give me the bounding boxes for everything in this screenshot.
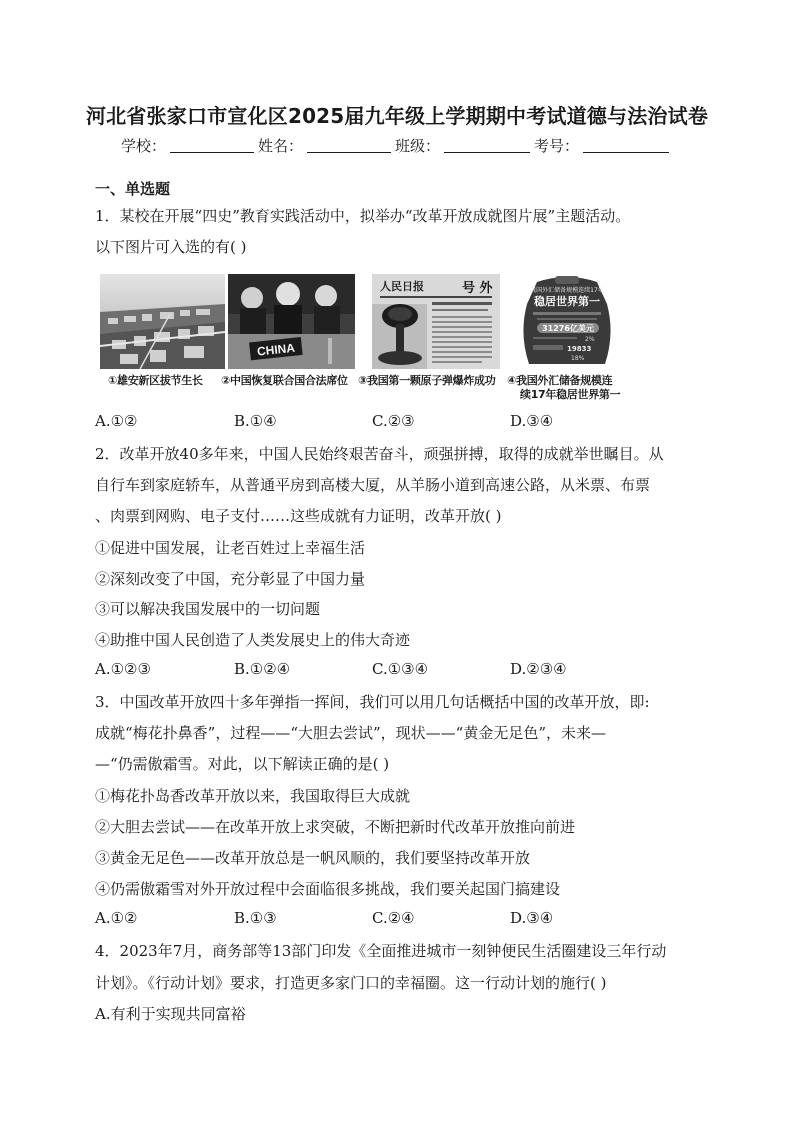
q1-picture-row (100, 274, 700, 404)
infographic-total-value: 31276亿美元 (542, 324, 594, 333)
newspaper-extra-label: 号 外 (462, 281, 493, 296)
caption-4-line-2: 续17年稳居世界第一 (520, 388, 621, 401)
infographic-stat-3: 18% (571, 355, 585, 362)
caption-3: ③我国第一颗原子弹爆炸成功 (358, 374, 496, 387)
q2-option-b[interactable]: B.①②④ (234, 660, 291, 678)
number-blank[interactable] (583, 151, 669, 153)
class-field (395, 135, 534, 156)
q2-stem-line-3: 、肉票到网购、电子支付……这些成就有力证明，改革开放( ) (95, 507, 502, 525)
q3-item-2: ②大胆去尝试——在改革开放上求突破，不断把新时代改革开放推向前进 (95, 818, 576, 836)
q2-stem-line-2: 自行车到家庭轿车，从普通平房到高楼大厦，从羊肠小道到高速公路，从米票、布票 (95, 476, 651, 494)
newspaper-image (372, 274, 500, 369)
infographic-stat-2: 19833 (567, 345, 592, 353)
number-field (534, 135, 673, 156)
caption-4-line-1: ④我国外汇储备规模连 (507, 374, 613, 387)
q3-item-1: ①梅花扑岛香改革开放以来，我国取得巨大成就 (95, 787, 411, 805)
newspaper-masthead: 人民日报 (380, 280, 424, 293)
section-heading: 一、单选题 (95, 180, 171, 198)
q1-option-d[interactable]: D.③④ (510, 412, 554, 430)
q3-option-d[interactable]: D.③④ (510, 909, 554, 927)
school-blank[interactable] (170, 151, 254, 153)
q2-item-2: ②深刻改变了中国，充分彰显了中国力量 (95, 570, 366, 588)
q3-option-a[interactable]: A.①② (95, 909, 138, 927)
xiongan-city-image (100, 274, 225, 369)
q2-option-d[interactable]: D.②③④ (510, 660, 567, 678)
un-seat-image (228, 274, 355, 369)
q1-option-b[interactable]: B.①④ (234, 412, 277, 430)
q3-item-3: ③黄金无足色——改革开放总是一帆风顺的，我们要坚持改革开放 (95, 849, 531, 867)
q2-option-c[interactable]: C.①③④ (372, 660, 429, 678)
number-label: 考号： (534, 137, 580, 155)
q3-option-b[interactable]: B.①③ (234, 909, 277, 927)
q3-item-4: ④仍需傲霜雪对外开放过程中会面临很多挑战，我们要关起国门搞建设 (95, 880, 561, 898)
infographic-headline-2: 稳居世界第一 (534, 295, 600, 308)
school-label: 学校： (120, 137, 166, 155)
q1-option-a[interactable]: A.①② (95, 412, 138, 430)
q4-stem-line-2: 计划》。《行动计划》要求，打造更多家门口的幸福圈。这一行动计划的施行( ) (95, 974, 607, 992)
q2-item-1: ①促进中国发展，让老百姓过上幸福生活 (95, 539, 366, 557)
caption-1: ①雄安新区拔节生长 (108, 374, 203, 387)
q1-stem-line-1: 1．某校在开展“四史”教育实践活动中，拟举办“改革开放成就图片展”主题活动。 (95, 207, 631, 225)
name-field (258, 135, 395, 156)
caption-2: ②中国恢复联合国合法席位 (221, 374, 348, 387)
student-info-row (0, 135, 794, 156)
q2-item-4: ④助推中国人民创造了人类发展史上的伟大奇迹 (95, 631, 411, 649)
class-label: 班级： (395, 137, 441, 155)
q2-option-a[interactable]: A.①②③ (95, 660, 151, 678)
q4-stem-line-1: 4．2023年7月，商务部等13部门印发《全面推进城市一刻钟便民生活圈建设三年行动 (95, 942, 667, 960)
school-field (121, 135, 258, 156)
q4-option-a[interactable]: A.有利于实现共同富裕 (95, 1005, 246, 1023)
q3-stem-line-2: 成就“梅花扑鼻香”，过程——“大胆去尝试”，现状——“黄金无足色”，未来— (95, 724, 607, 742)
page-title: 河北省张家口市宣化区2025届九年级上学期期中考试道德与法治试卷 (85, 104, 709, 128)
infographic-stat-1: 2% (585, 336, 595, 343)
infographic-headline-1: 我国外汇储备规模连续17年 (530, 287, 604, 294)
q1-option-c[interactable]: C.②③ (372, 412, 415, 430)
q2-item-3: ③可以解决我国发展中的一切问题 (95, 600, 321, 618)
name-blank[interactable] (307, 151, 391, 153)
q3-stem-line-3: —“仍需傲霜雪。对此，以下解读正确的是( ) (95, 755, 390, 773)
china-sign-text: CHINA (256, 340, 296, 359)
name-label: 姓名： (257, 137, 303, 155)
q3-option-c[interactable]: C.②④ (372, 909, 415, 927)
q2-stem-line-1: 2．改革开放40多年来，中国人民始终艰苦奋斗，顽强拼搏，取得的成就举世瞩目。从 (95, 445, 664, 463)
forex-infographic-image (515, 274, 620, 369)
class-blank[interactable] (444, 151, 530, 153)
q1-stem-line-2: 以下图片可入选的有( ) (95, 238, 247, 256)
q3-stem-line-1: 3．中国改革开放四十多年弹指一挥间，我们可以用几句话概括中国的改革开放，即: (95, 693, 650, 711)
